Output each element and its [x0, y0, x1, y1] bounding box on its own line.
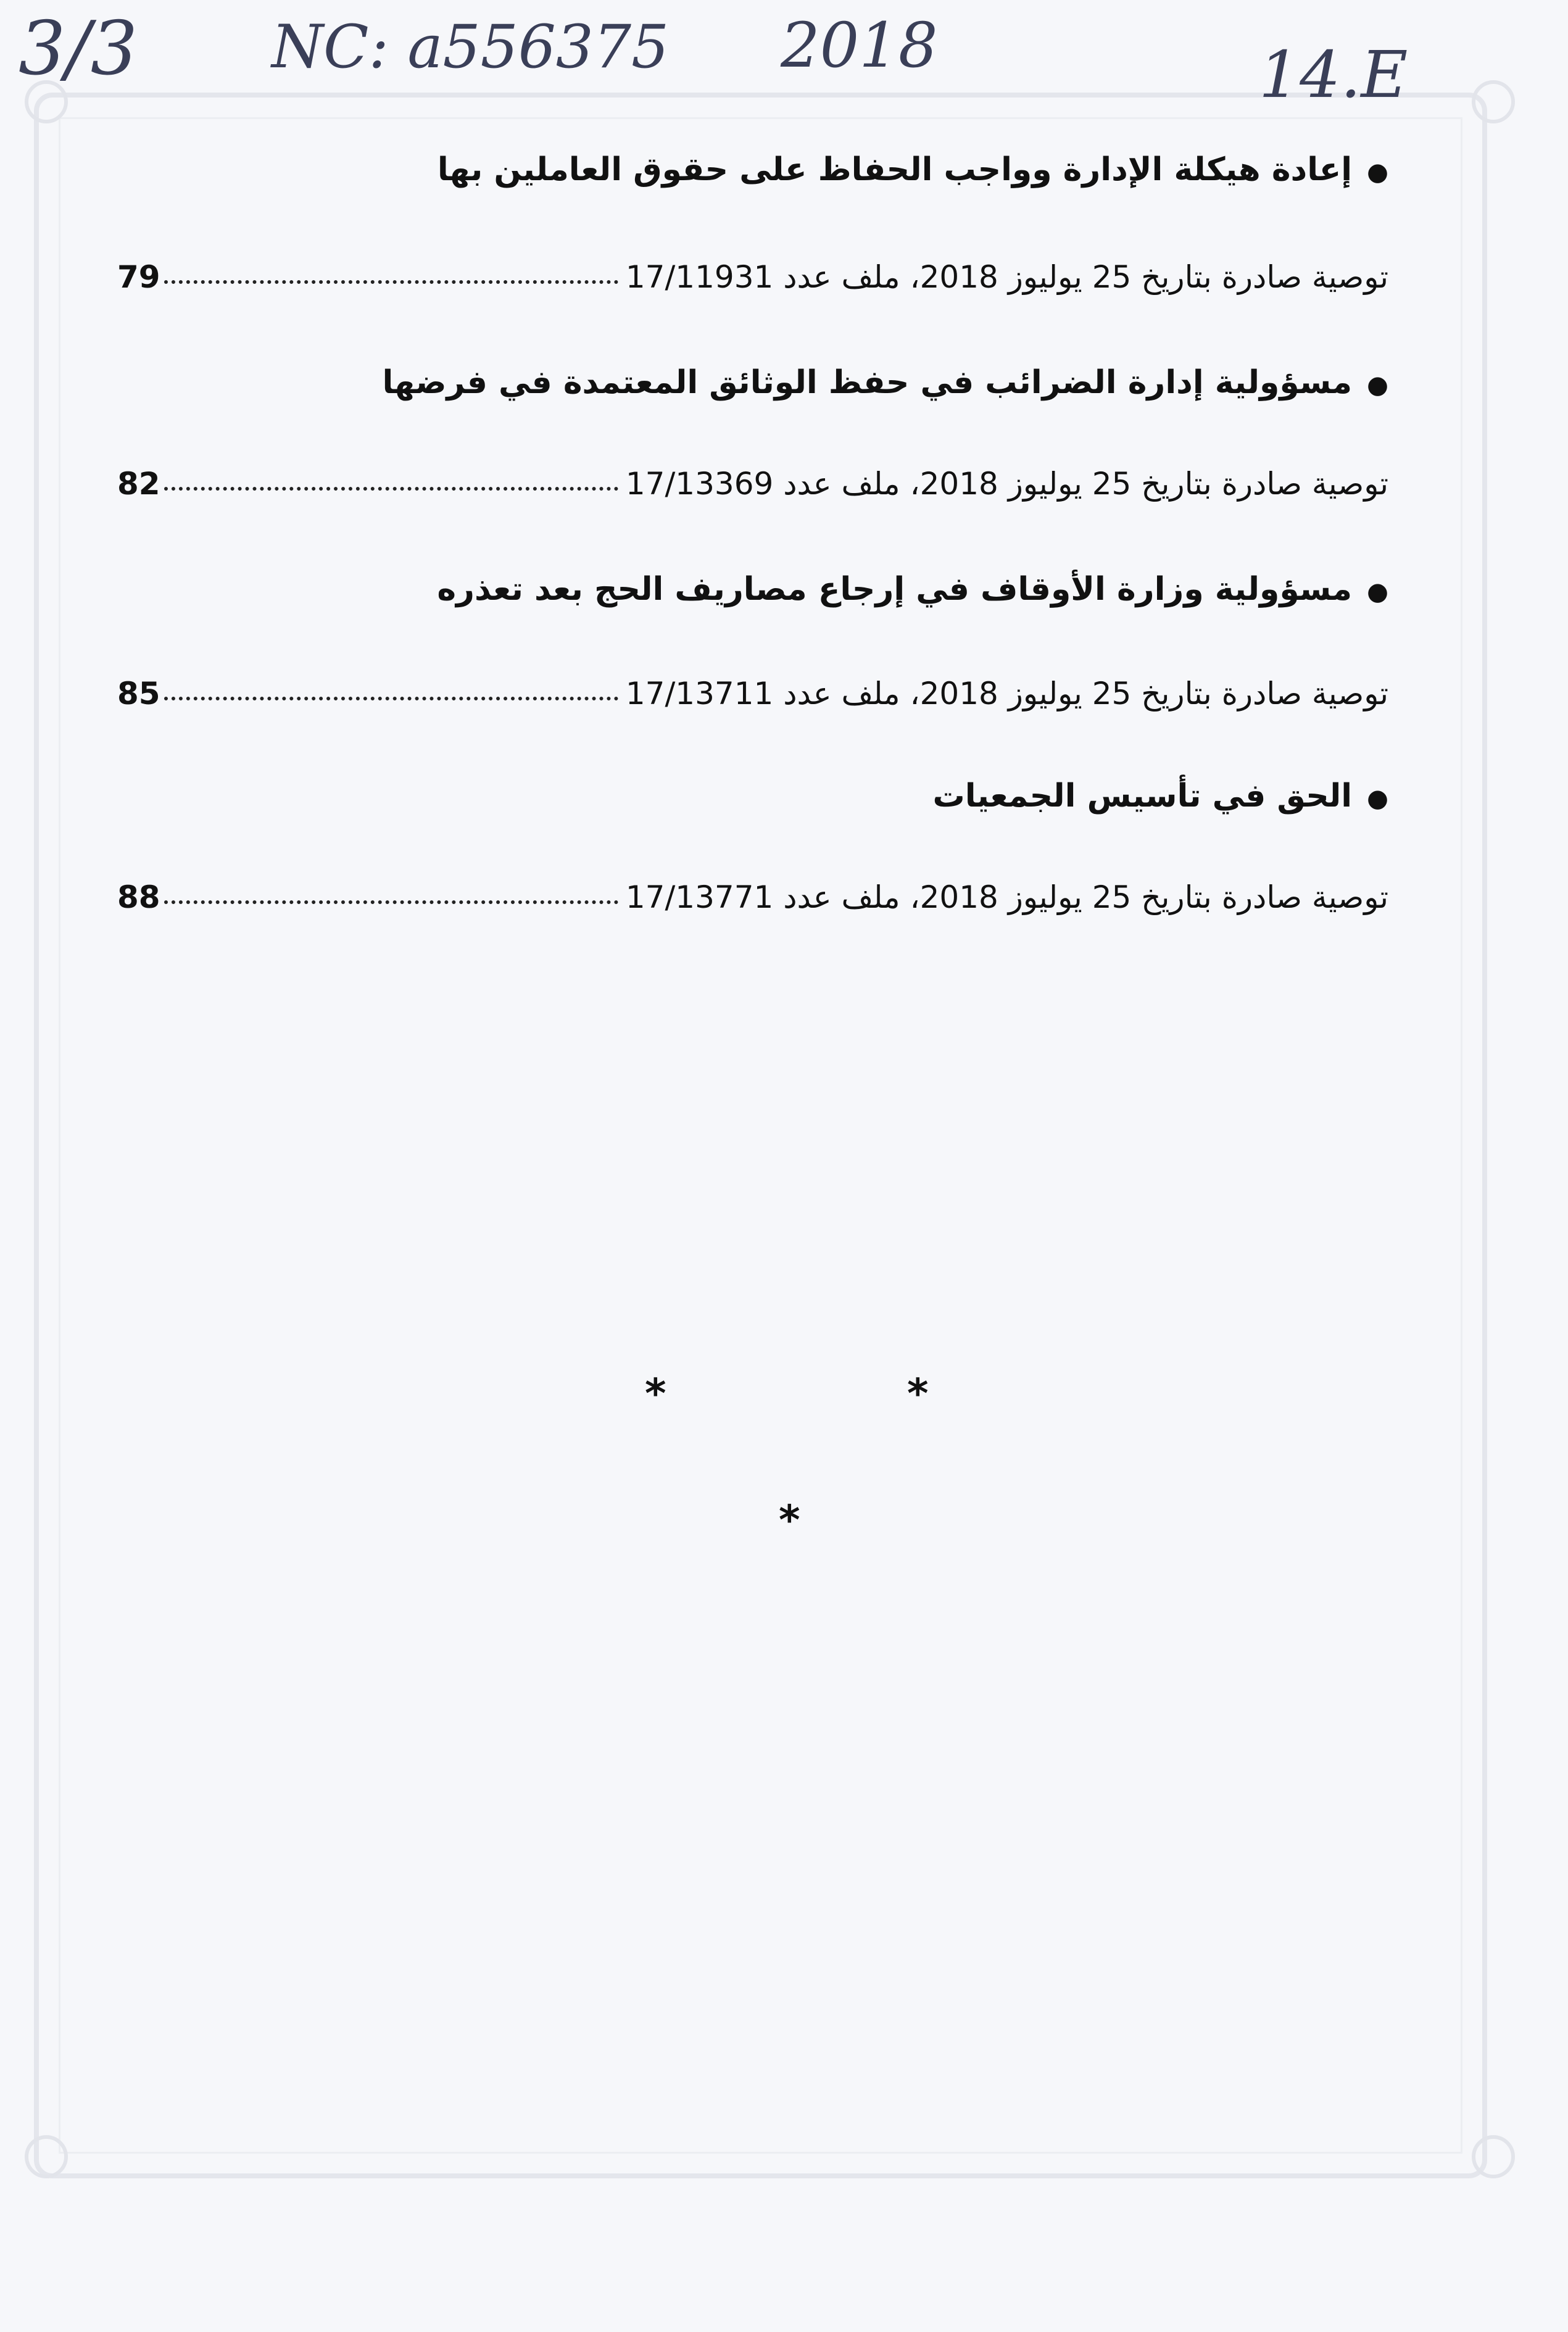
toc-entry-text: توصية صادرة بتاريخ 25 يوليوز 2018، ملف عدد 17/13771	[625, 879, 1388, 915]
toc-entry-text: توصية صادرة بتاريخ 25 يوليوز 2018، ملف عدد 17/13711	[625, 676, 1388, 712]
bullet-icon: ●	[1367, 158, 1388, 186]
handwritten-reference: NC: a556375	[272, 12, 670, 81]
toc-entry	[117, 676, 1388, 719]
toc-entry	[117, 259, 1388, 302]
toc-heading: ●مسؤولية وزارة الأوقاف في إرجاع مصاريف الحج بعد تعذره	[437, 571, 1388, 608]
toc-heading: ●الحق في تأسيس الجمعيات	[932, 778, 1388, 815]
toc-heading: ●مسؤولية إدارة الضرائب في حفظ الوثائق المعتمدة في فرضها	[382, 364, 1388, 401]
bleed-through-background	[117, 1061, 1456, 2110]
separator-star: *	[779, 1496, 800, 1544]
toc-entry	[117, 879, 1388, 923]
toc-page-number: 88	[117, 879, 160, 915]
dot-leader	[164, 487, 618, 491]
handwritten-year: 2018	[781, 9, 938, 81]
toc-page-number: 85	[117, 676, 160, 712]
frame-corner-ornament	[25, 2135, 68, 2178]
separator-star: *	[645, 1370, 666, 1417]
bullet-icon: ●	[1367, 371, 1388, 399]
frame-corner-ornament	[1472, 80, 1515, 123]
toc-page-number: 82	[117, 466, 160, 502]
toc-entry	[117, 466, 1388, 509]
frame-corner-ornament	[1472, 2135, 1515, 2178]
handwritten-page-fraction: 3/3	[19, 6, 138, 92]
dot-leader	[164, 697, 618, 700]
table-of-contents	[117, 0, 1388, 987]
toc-heading: ●إعادة هيكلة الإدارة وواجب الحفاظ على حقوق العاملين بها	[437, 151, 1388, 188]
dot-leader	[164, 900, 618, 904]
toc-entry-text: توصية صادرة بتاريخ 25 يوليوز 2018، ملف عدد 17/11931	[625, 259, 1388, 295]
handwritten-number: 14.E	[1259, 37, 1408, 112]
dot-leader	[164, 280, 618, 284]
toc-page-number: 79	[117, 259, 160, 295]
toc-entry-text: توصية صادرة بتاريخ 25 يوليوز 2018، ملف عدد 17/13369	[625, 466, 1388, 502]
bullet-icon: ●	[1367, 784, 1388, 813]
bullet-icon: ●	[1367, 578, 1388, 606]
separator-star: *	[907, 1370, 929, 1417]
